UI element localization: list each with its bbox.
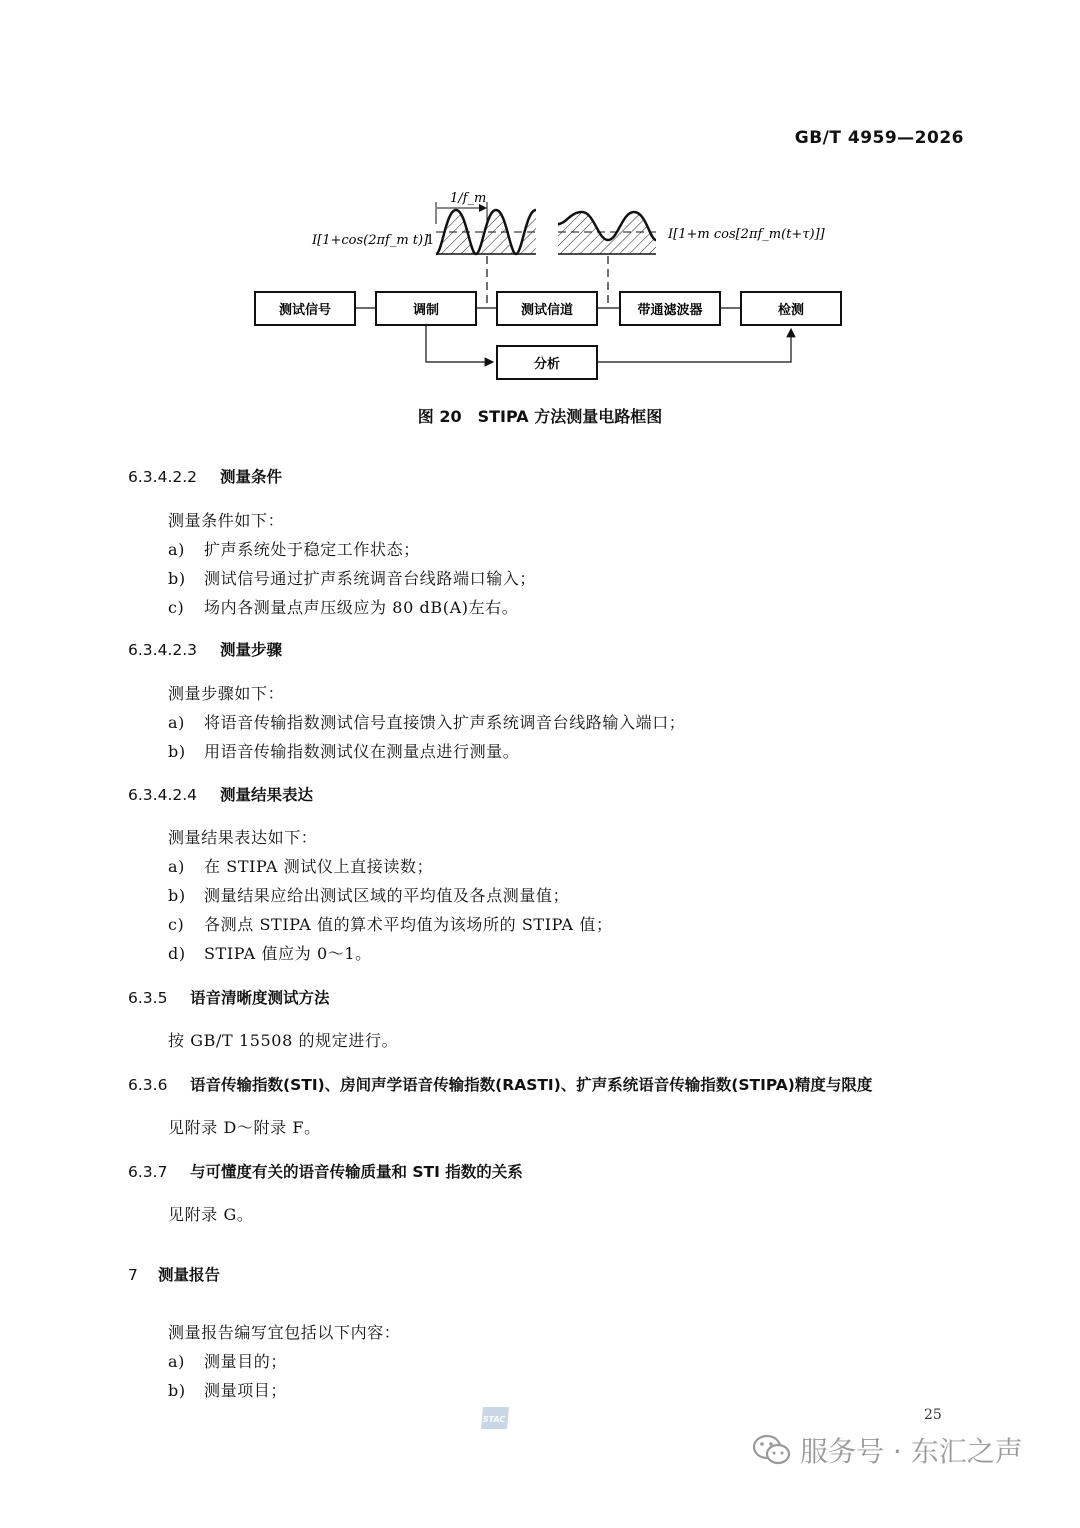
list-item: b) 用语音传输指数测试仪在测量点进行测量。 — [168, 742, 520, 761]
standard-number: GB/T 4959—2026 — [794, 128, 964, 148]
right-formula: I[1+m cos[2πf_m(t+τ)]] — [668, 227, 825, 242]
heading-637: 6.3.7 与可懂度有关的语音传输质量和 STI 指数的关系 — [128, 1163, 523, 1181]
list-item: a) 在 STIPA 测试仪上直接读数； — [168, 857, 434, 876]
left-waveform — [436, 202, 536, 254]
svg-text:测试信号: 测试信号 — [278, 303, 332, 318]
heading-635: 6.3.5 语音清晰度测试方法 — [128, 989, 330, 1007]
svg-text:测试信道: 测试信道 — [520, 303, 574, 318]
list-item: b) 测试信号通过扩声系统调音台线路端口输入； — [168, 569, 537, 588]
svg-text:分析: 分析 — [533, 357, 561, 372]
para-63424-intro: 测量结果表达如下： — [168, 828, 318, 847]
para-636: 见附录 D～附录 F。 — [168, 1118, 321, 1137]
list-item: d) STIPA 值应为 0～1。 — [168, 944, 372, 963]
list-item: a) 测量目的； — [168, 1352, 288, 1371]
stac-logo — [479, 1405, 511, 1431]
box-bandpass-filter — [620, 292, 720, 325]
stipa-block-diagram — [0, 180, 1080, 390]
box-analysis — [497, 346, 597, 379]
left-formula: I[1+cos(2πf_m t)] — [312, 233, 429, 248]
para-63422-intro: 测量条件如下： — [168, 511, 285, 530]
para-637: 见附录 G。 — [168, 1205, 254, 1224]
box-detection — [741, 292, 841, 325]
watermark: 服务号 · 东汇之声 — [752, 1430, 1023, 1470]
amplitude-label: 1 — [426, 233, 435, 248]
list-item: c) 场内各测量点声压级应为 80 dB(A)左右。 — [168, 598, 519, 617]
para-63423-intro: 测量步骤如下： — [168, 684, 285, 703]
period-label: 1/f_m — [450, 191, 487, 206]
svg-text:调制: 调制 — [412, 303, 440, 318]
box-modulation — [376, 292, 476, 325]
heading-7: 7 测量报告 — [128, 1266, 221, 1284]
svg-text:STAC: STAC — [482, 1415, 506, 1424]
list-item: a) 扩声系统处于稳定工作状态； — [168, 540, 420, 559]
svg-text:检测: 检测 — [777, 303, 805, 318]
figure-title: STIPA 方法测量电路框图 — [477, 407, 663, 426]
para-635: 按 GB/T 15508 的规定进行。 — [168, 1031, 399, 1050]
heading-636: 6.3.6 语音传输指数(STI)、房间声学语音传输指数(RASTI)、扩声系统语音传输指数(STIPA)精度与限度 — [128, 1076, 873, 1094]
right-waveform — [558, 212, 656, 254]
heading-63423: 6.3.4.2.3 测量步骤 — [128, 641, 283, 659]
heading-63422: 6.3.4.2.2 测量条件 — [128, 468, 283, 486]
box-test-channel — [497, 292, 597, 325]
list-item: b) 测量项目； — [168, 1381, 288, 1400]
list-item: b) 测量结果应给出测试区域的平均值及各点测量值； — [168, 886, 570, 905]
heading-63424: 6.3.4.2.4 测量结果表达 — [128, 786, 314, 804]
box-test-signal — [255, 292, 355, 325]
page-number: 25 — [924, 1407, 942, 1423]
svg-text:带通滤波器: 带通滤波器 — [637, 303, 703, 318]
figure-number: 图 20 — [417, 407, 462, 426]
list-item: a) 将语音传输指数测试信号直接馈入扩声系统调音台线路输入端口； — [168, 713, 686, 732]
para-7-intro: 测量报告编写宜包括以下内容： — [168, 1323, 401, 1342]
list-item: c) 各测点 STIPA 值的算术平均值为该场所的 STIPA 值； — [168, 915, 613, 934]
figure-caption — [0, 404, 1080, 427]
wechat-icon — [752, 1433, 792, 1467]
